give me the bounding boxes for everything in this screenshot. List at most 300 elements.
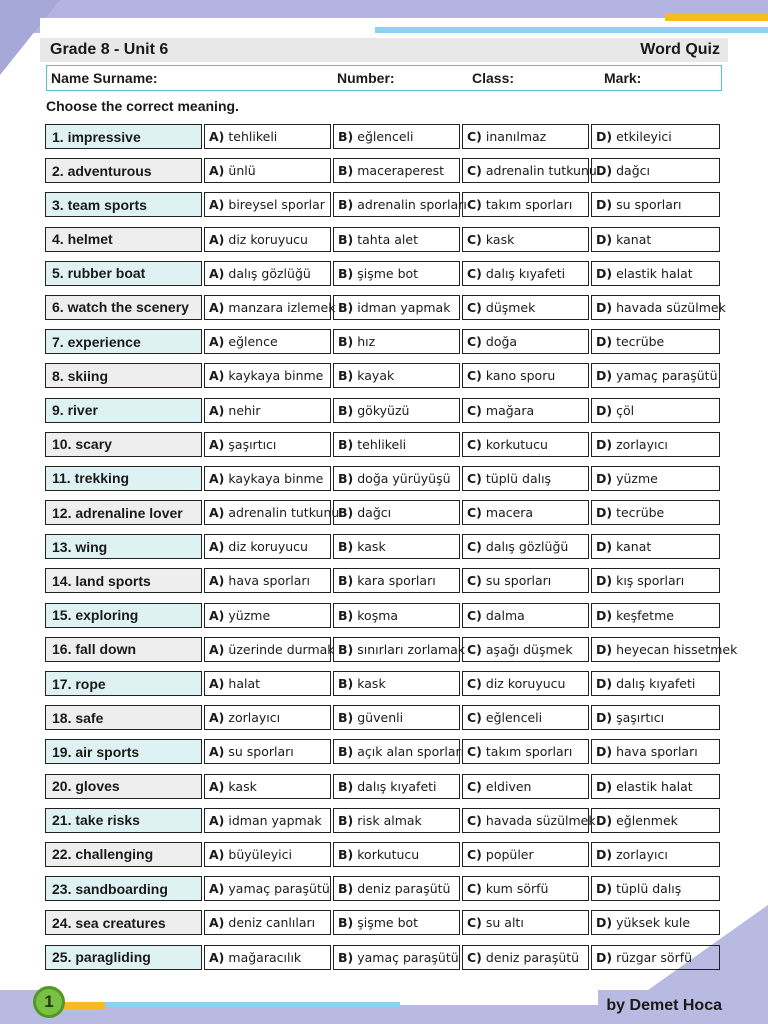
option-a[interactable] <box>204 739 331 764</box>
option-c[interactable] <box>462 739 589 764</box>
question-row <box>45 534 722 559</box>
option-b[interactable] <box>333 945 460 970</box>
option-label: D) <box>596 607 613 623</box>
option-label: B) <box>338 129 354 144</box>
option-text: dalma <box>485 607 525 623</box>
option-text: nehir <box>228 402 261 418</box>
number-label: Number: <box>337 70 395 86</box>
question-word: 7. experience <box>45 329 202 354</box>
option-a[interactable] <box>204 637 335 662</box>
student-info-box <box>46 65 722 91</box>
question-row <box>45 124 722 149</box>
option-a[interactable] <box>204 432 331 457</box>
option-c[interactable] <box>462 124 589 149</box>
option-label: D) <box>596 299 613 315</box>
option-c[interactable] <box>462 295 589 320</box>
question-word: 13. wing <box>45 534 202 559</box>
option-label: C) <box>467 676 482 691</box>
option-a[interactable] <box>204 398 331 423</box>
question-word: 9. river <box>45 398 202 423</box>
option-b[interactable] <box>333 363 460 388</box>
option-label: D) <box>596 676 613 691</box>
option-text: tecrübe <box>616 505 665 521</box>
question-word: 10. scary <box>45 432 202 457</box>
quiz-table <box>45 124 738 979</box>
option-d[interactable] <box>591 568 720 593</box>
option-label: C) <box>467 436 482 452</box>
option-label: D) <box>596 710 613 726</box>
option-b[interactable] <box>333 295 460 320</box>
question-word: 19. air sports <box>45 739 202 764</box>
question-row <box>45 329 722 354</box>
option-text: kask <box>357 676 386 691</box>
option-c[interactable] <box>462 500 589 525</box>
option-c[interactable] <box>462 261 589 286</box>
option-b[interactable] <box>333 500 460 525</box>
option-b[interactable] <box>333 534 460 559</box>
option-label: C) <box>467 812 482 828</box>
option-a[interactable] <box>204 329 331 354</box>
option-text: elastik halat <box>616 265 693 281</box>
option-text: dalış kıyafeti <box>357 778 437 794</box>
option-text: tüplü dalış <box>485 470 552 486</box>
option-d[interactable] <box>591 227 720 252</box>
option-text: su sporları <box>616 197 682 213</box>
option-b[interactable] <box>333 842 460 867</box>
question-word: 1. impressive <box>45 124 202 149</box>
option-a[interactable] <box>204 534 331 559</box>
option-d[interactable] <box>591 432 720 457</box>
question-word: 14. land sports <box>45 568 202 593</box>
option-text: eğlenmek <box>616 812 678 828</box>
option-a[interactable] <box>204 363 331 388</box>
option-text: havada süzülmek <box>616 299 726 315</box>
option-label: D) <box>596 163 613 179</box>
option-label: A) <box>209 846 225 862</box>
option-text: havada süzülmek <box>485 812 596 828</box>
question-row <box>45 876 722 901</box>
option-text: kask <box>357 539 386 555</box>
option-text: bireysel sporlar <box>228 197 325 213</box>
option-text: dalış kıyafeti <box>616 676 696 691</box>
option-c[interactable] <box>462 192 589 217</box>
option-label: D) <box>596 436 613 452</box>
option-label: B) <box>338 676 354 691</box>
option-b[interactable] <box>333 671 460 696</box>
option-d[interactable] <box>591 192 720 217</box>
option-label: A) <box>209 163 225 179</box>
question-row <box>45 398 722 423</box>
worksheet-title: Grade 8 - Unit 6 <box>50 41 169 58</box>
option-a[interactable] <box>204 945 331 970</box>
option-label: A) <box>209 607 225 623</box>
option-label: D) <box>596 812 613 828</box>
option-d[interactable] <box>591 705 720 730</box>
option-text: zorlayıcı <box>616 846 668 862</box>
option-label: B) <box>338 231 354 247</box>
option-label: A) <box>209 231 225 247</box>
option-d[interactable] <box>591 637 738 662</box>
option-label: D) <box>596 231 613 247</box>
option-text: kara sporları <box>357 573 436 589</box>
option-text: eğlenceli <box>485 710 543 726</box>
option-text: maceraperest <box>357 163 445 179</box>
option-label: A) <box>209 299 225 315</box>
option-text: adrenalin tutkunu <box>485 163 597 179</box>
question-word: 18. safe <box>45 705 202 730</box>
option-label: C) <box>467 470 482 486</box>
question-row <box>45 227 722 252</box>
option-text: dağcı <box>357 505 392 521</box>
option-d[interactable] <box>591 774 720 799</box>
option-label: B) <box>338 607 354 623</box>
option-text: zorlayıcı <box>616 436 668 452</box>
option-label: D) <box>596 334 613 350</box>
option-label: C) <box>467 129 482 144</box>
option-b[interactable] <box>333 808 460 833</box>
option-b[interactable] <box>333 227 460 252</box>
option-label: D) <box>596 744 613 760</box>
option-c[interactable] <box>462 363 589 388</box>
option-c[interactable] <box>462 842 589 867</box>
option-text: ünlü <box>228 163 256 179</box>
option-text: eğlenceli <box>357 129 414 144</box>
option-text: etkileyici <box>616 129 672 144</box>
option-d[interactable] <box>591 603 720 628</box>
option-c[interactable] <box>462 637 589 662</box>
option-label: B) <box>338 881 354 897</box>
option-c[interactable] <box>462 432 589 457</box>
option-c[interactable] <box>462 227 589 252</box>
option-a[interactable] <box>204 124 331 149</box>
option-d[interactable] <box>591 534 720 559</box>
option-text: eğlence <box>228 334 278 350</box>
option-text: kum sörfü <box>485 881 549 897</box>
option-b[interactable] <box>333 739 465 764</box>
option-a[interactable] <box>204 671 331 696</box>
option-label: A) <box>209 402 225 418</box>
option-b[interactable] <box>333 124 460 149</box>
option-text: mağara <box>485 402 535 418</box>
option-label: B) <box>338 778 354 794</box>
option-label: A) <box>209 812 225 828</box>
option-c[interactable] <box>462 398 589 423</box>
option-text: yamaç paraşütü <box>357 949 459 965</box>
option-label: A) <box>209 368 225 384</box>
option-label: D) <box>596 539 613 555</box>
option-text: hız <box>357 334 376 350</box>
option-b[interactable] <box>333 261 460 286</box>
option-label: B) <box>338 470 354 486</box>
option-text: su altı <box>485 915 524 931</box>
option-c[interactable] <box>462 705 589 730</box>
option-text: açık alan sporları <box>357 744 465 760</box>
option-a[interactable] <box>204 705 331 730</box>
option-a[interactable] <box>204 808 331 833</box>
class-label: Class: <box>472 70 515 86</box>
option-a[interactable] <box>204 876 331 901</box>
option-d[interactable] <box>591 671 720 696</box>
option-b[interactable] <box>333 705 460 730</box>
question-row <box>45 705 722 730</box>
option-label: A) <box>209 676 225 691</box>
option-label: D) <box>596 505 613 521</box>
question-word: 8. skiing <box>45 363 202 388</box>
option-d[interactable] <box>591 945 720 970</box>
author-credit: by Demet Hoca <box>606 997 722 1014</box>
top-yellow-bar-decoration <box>665 13 768 21</box>
option-b[interactable] <box>333 192 467 217</box>
option-c[interactable] <box>462 329 589 354</box>
question-row <box>45 466 722 491</box>
option-a[interactable] <box>204 603 331 628</box>
option-c[interactable] <box>462 534 589 559</box>
question-word: 20. gloves <box>45 774 202 799</box>
option-label: B) <box>338 744 354 760</box>
option-text: şişme bot <box>357 915 419 931</box>
option-text: sınırları zorlamak <box>357 641 466 657</box>
option-c[interactable] <box>462 158 597 183</box>
option-b[interactable] <box>333 329 460 354</box>
option-text: koşma <box>357 607 399 623</box>
option-d[interactable] <box>591 808 720 833</box>
question-row <box>45 671 722 696</box>
option-label: C) <box>467 163 482 179</box>
option-a[interactable] <box>204 261 331 286</box>
question-row <box>45 295 726 320</box>
option-label: C) <box>467 539 482 555</box>
option-c[interactable] <box>462 808 596 833</box>
option-label: D) <box>596 470 613 486</box>
option-b[interactable] <box>333 637 466 662</box>
option-d[interactable] <box>591 910 720 935</box>
option-text: tahta alet <box>357 231 418 247</box>
mark-label: Mark: <box>604 70 642 86</box>
option-text: kayak <box>357 368 395 384</box>
option-d[interactable] <box>591 124 720 149</box>
option-b[interactable] <box>333 432 460 457</box>
option-label: D) <box>596 949 613 965</box>
option-label: B) <box>338 368 354 384</box>
option-label: D) <box>596 368 613 384</box>
option-label: C) <box>467 299 482 315</box>
option-a[interactable] <box>204 466 331 491</box>
option-text: takım sporları <box>485 744 573 760</box>
option-label: B) <box>338 402 354 418</box>
option-d[interactable] <box>591 500 720 525</box>
option-text: dağcı <box>616 163 650 179</box>
option-text: eldiven <box>485 778 532 794</box>
option-text: yüksek kule <box>616 915 691 931</box>
option-label: B) <box>338 505 354 521</box>
option-label: A) <box>209 778 225 794</box>
option-a[interactable] <box>204 910 331 935</box>
option-label: A) <box>209 436 225 452</box>
option-text: popüler <box>485 846 534 862</box>
option-a[interactable] <box>204 842 331 867</box>
question-word: 4. helmet <box>45 227 202 252</box>
option-label: B) <box>338 197 354 213</box>
option-label: A) <box>209 710 225 726</box>
question-row <box>45 842 722 867</box>
option-label: B) <box>338 436 354 452</box>
option-d[interactable] <box>591 329 720 354</box>
option-label: A) <box>209 915 225 931</box>
option-text: kano sporu <box>485 368 556 384</box>
option-text: üzerinde durmak <box>228 641 335 657</box>
option-label: B) <box>338 812 354 828</box>
option-label: B) <box>338 163 354 179</box>
option-label: D) <box>596 129 613 144</box>
option-b[interactable] <box>333 774 460 799</box>
option-text: keşfetme <box>616 607 674 623</box>
option-text: yamaç paraşütü <box>616 368 718 384</box>
option-text: tehlikeli <box>228 129 278 144</box>
option-a[interactable] <box>204 568 331 593</box>
option-b[interactable] <box>333 158 460 183</box>
option-label: A) <box>209 641 225 657</box>
option-a[interactable] <box>204 158 331 183</box>
question-word: 23. sandboarding <box>45 876 202 901</box>
option-text: kask <box>228 778 257 794</box>
option-text: su sporları <box>228 744 294 760</box>
question-word: 3. team sports <box>45 192 202 217</box>
option-label: A) <box>209 470 225 486</box>
option-d[interactable] <box>591 398 720 423</box>
option-a[interactable] <box>204 295 336 320</box>
question-word: 6. watch the scenery <box>45 295 202 320</box>
option-label: D) <box>596 641 613 657</box>
option-label: C) <box>467 881 482 897</box>
option-d[interactable] <box>591 842 720 867</box>
option-b[interactable] <box>333 466 460 491</box>
option-label: B) <box>338 949 354 965</box>
option-c[interactable] <box>462 774 589 799</box>
option-text: macera <box>485 505 534 521</box>
option-text: güvenli <box>357 710 404 726</box>
question-word: 16. fall down <box>45 637 202 662</box>
option-label: C) <box>467 402 482 418</box>
question-row <box>45 739 722 764</box>
option-c[interactable] <box>462 671 589 696</box>
option-label: D) <box>596 573 613 589</box>
option-text: diz koruyucu <box>228 231 308 247</box>
option-label: A) <box>209 744 225 760</box>
option-text: kaykaya binme <box>228 368 324 384</box>
option-text: deniz canlıları <box>228 915 316 931</box>
option-d[interactable] <box>591 739 720 764</box>
option-c[interactable] <box>462 945 589 970</box>
option-label: C) <box>467 368 482 384</box>
question-row <box>45 158 722 183</box>
option-text: yüzme <box>616 470 658 486</box>
question-word: 25. paragliding <box>45 945 202 970</box>
option-b[interactable] <box>333 398 460 423</box>
option-b[interactable] <box>333 568 460 593</box>
option-text: yamaç paraşütü <box>228 881 330 897</box>
page-number-badge: 1 <box>33 986 65 1018</box>
instruction-text: Choose the correct meaning. <box>46 98 239 114</box>
option-c[interactable] <box>462 876 589 901</box>
option-a[interactable] <box>204 192 331 217</box>
option-text: deniz paraşütü <box>357 881 451 897</box>
option-text: doğa yürüyüşü <box>357 470 451 486</box>
option-label: C) <box>467 641 482 657</box>
option-text: diz koruyucu <box>485 676 566 691</box>
option-label: D) <box>596 881 613 897</box>
option-d[interactable] <box>591 876 720 901</box>
question-word: 5. rubber boat <box>45 261 202 286</box>
question-row <box>45 637 738 662</box>
name-surname-label: Name Surname: <box>51 70 158 86</box>
option-label: C) <box>467 197 482 213</box>
option-text: korkutucu <box>485 436 548 452</box>
option-d[interactable] <box>591 261 720 286</box>
option-label: C) <box>467 915 482 931</box>
question-row <box>45 363 722 388</box>
option-c[interactable] <box>462 910 589 935</box>
option-text: dalış gözlüğü <box>228 265 311 281</box>
option-text: su sporları <box>485 573 552 589</box>
option-d[interactable] <box>591 295 726 320</box>
option-b[interactable] <box>333 910 460 935</box>
option-c[interactable] <box>462 466 589 491</box>
option-label: A) <box>209 505 225 521</box>
question-word: 12. adrenaline lover <box>45 500 202 525</box>
option-text: tecrübe <box>616 334 665 350</box>
option-b[interactable] <box>333 603 460 628</box>
option-label: C) <box>467 949 482 965</box>
option-text: kanat <box>616 231 652 247</box>
option-label: A) <box>209 197 225 213</box>
option-d[interactable] <box>591 158 720 183</box>
question-word: 22. challenging <box>45 842 202 867</box>
option-text: yüzme <box>228 607 271 623</box>
question-row <box>45 500 722 525</box>
option-label: B) <box>338 915 354 931</box>
option-label: A) <box>209 881 225 897</box>
question-row <box>45 774 722 799</box>
option-text: takım sporları <box>485 197 573 213</box>
question-word: 17. rope <box>45 671 202 696</box>
option-text: büyüleyici <box>228 846 292 862</box>
option-a[interactable] <box>204 227 331 252</box>
option-label: B) <box>338 846 354 862</box>
option-label: D) <box>596 265 613 281</box>
option-label: A) <box>209 334 225 350</box>
top-blue-bar-decoration <box>375 27 768 33</box>
question-row <box>45 603 722 628</box>
option-text: dalış gözlüğü <box>485 539 569 555</box>
option-c[interactable] <box>462 568 589 593</box>
question-row <box>45 432 722 457</box>
option-text: tehlikeli <box>357 436 407 452</box>
option-b[interactable] <box>333 876 460 901</box>
option-d[interactable] <box>591 466 720 491</box>
option-text: kask <box>485 231 515 247</box>
option-text: şişme bot <box>357 265 419 281</box>
option-text: mağaracılık <box>228 949 302 965</box>
option-a[interactable] <box>204 774 331 799</box>
option-c[interactable] <box>462 603 589 628</box>
option-label: C) <box>467 710 482 726</box>
option-label: C) <box>467 573 482 589</box>
option-text: zorlayıcı <box>228 710 281 726</box>
question-word: 24. sea creatures <box>45 910 202 935</box>
option-d[interactable] <box>591 363 720 388</box>
option-a[interactable] <box>204 500 340 525</box>
option-label: B) <box>338 299 354 315</box>
